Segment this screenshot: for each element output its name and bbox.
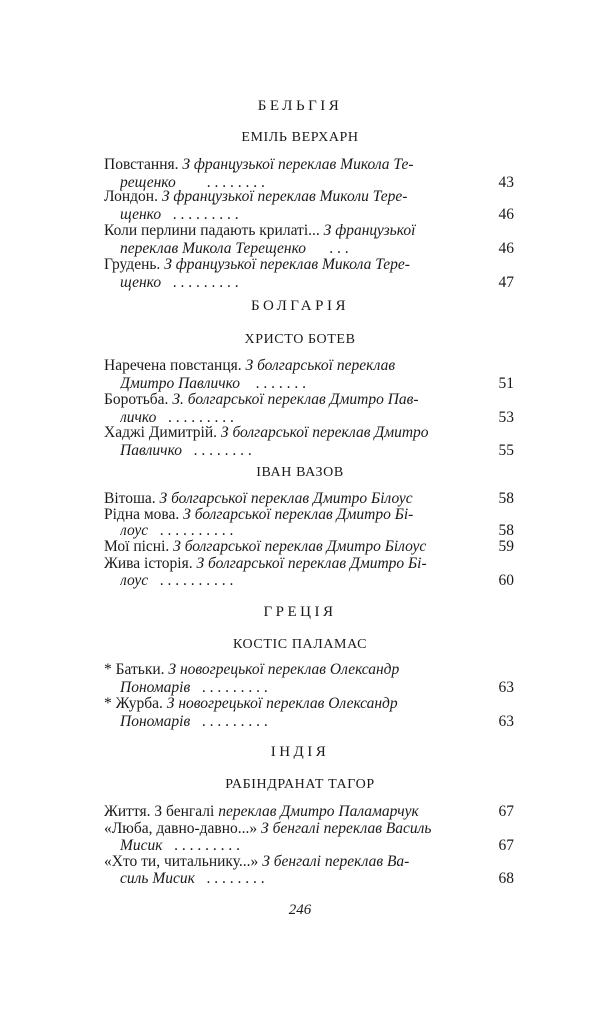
entry-title: Мої пісні.	[104, 538, 170, 555]
entry-line	[104, 803, 467, 821]
entry-line	[104, 188, 467, 206]
author-heading-vazov: ІВАН ВАЗОВ	[256, 465, 344, 480]
page-number: 63	[498, 679, 514, 696]
entry-translator-cont: Павличко	[120, 442, 182, 459]
author-heading-palamas: КОСТІС ПАЛАМАС	[232, 637, 368, 652]
entry-title: «Люба, давно-давно...»	[104, 820, 258, 837]
leader-dots: . . . . . . . .	[193, 442, 252, 459]
leader-dots: . . . . . . . . . .	[159, 572, 234, 589]
entry-translator-cont: Пономарів	[120, 679, 191, 696]
entry-line	[120, 274, 467, 292]
leader-dots: . . . . . . . . . .	[159, 522, 234, 539]
page-number: 51	[498, 375, 514, 392]
entry-translator: З французької	[319, 222, 416, 239]
entry-translator-cont: Дмитро Павличко	[120, 375, 241, 392]
entry-translator-cont: щенко	[120, 206, 162, 223]
entry-translator: З болгарської переклав Дмитро Бі-	[192, 555, 427, 572]
entry-line	[120, 870, 467, 888]
entry-line	[104, 538, 467, 556]
entry-translator: З болгарської переклав	[241, 357, 396, 374]
page-number: 63	[498, 713, 514, 730]
entry-translator: З бенгалі переклав Ва-	[258, 853, 410, 870]
author-heading-botev: ХРИСТО БОТЕВ	[244, 332, 356, 347]
entry-line	[120, 572, 467, 590]
entry-line	[120, 713, 467, 731]
page-number: 53	[498, 409, 514, 426]
entry-translator: З новогрецької переклав Олександр	[164, 661, 400, 678]
entry-translator-cont: переклав Микола Терещенко	[120, 240, 307, 257]
leader-dots: . . . . . . .	[255, 375, 306, 392]
entry-title: * Журба.	[104, 695, 163, 712]
entry-translator: переклав Дмитро Паламарчук	[214, 803, 419, 820]
entry-translator-cont: щенко	[120, 274, 162, 291]
entry-translator-cont: силь Мисик	[120, 870, 195, 887]
entry-title: Коли перлини падають крилаті...	[104, 222, 320, 239]
entry-translator: З болгарської переклав Дмитро Бі-	[179, 506, 414, 523]
page-number: 58	[498, 522, 514, 539]
entry-title: Лондон.	[104, 188, 158, 205]
page-number: 67	[498, 837, 514, 854]
author-heading-tagore: РАБІНДРАНАТ ТАГОР	[225, 777, 375, 792]
entry-title: Повстання.	[104, 156, 179, 173]
page-number: 47	[498, 274, 514, 291]
entry-line	[104, 391, 467, 409]
entry-title: Жива історія.	[104, 555, 193, 572]
entry-title: Хаджі Димитрій.	[104, 424, 218, 441]
entry-translator: З болгарської переклав Дмитро Білоус	[169, 538, 427, 555]
entry-title: Грудень.	[104, 256, 161, 273]
entry-line	[104, 661, 467, 679]
country-heading-greece: ГРЕЦІЯ	[263, 604, 337, 620]
entry-translator-cont: Пономарів	[120, 713, 191, 730]
entry-line	[104, 555, 467, 573]
page-number: 46	[498, 206, 514, 223]
entry-line	[104, 853, 467, 871]
entry-line	[104, 424, 467, 442]
leader-dots: . . . . . . . . .	[172, 274, 239, 291]
entry-title: * Батьки.	[104, 661, 165, 678]
leader-dots: . . .	[329, 240, 349, 257]
entry-translator: З французької переклав Микола Тере-	[160, 256, 410, 273]
page-number: 55	[498, 442, 514, 459]
leader-dots: . . . . . . . . .	[167, 409, 234, 426]
entry-title: «Хто ти, читальнику...»	[104, 853, 259, 870]
entry-line	[104, 222, 467, 240]
page-number: 43	[498, 174, 514, 191]
entry-title: Вітоша.	[104, 490, 156, 507]
entry-translator-cont: рещенко	[120, 174, 176, 191]
entry-translator-cont: личко	[120, 409, 157, 426]
leader-dots: . . . . . . . . .	[201, 679, 268, 696]
entry-line	[104, 820, 467, 838]
leader-dots: . . . . . . . .	[206, 174, 265, 191]
entry-translator: З. болгарської переклав Дмитро Пав-	[168, 391, 419, 408]
entry-line	[104, 156, 467, 174]
author-heading-verhaeren: ЕМІЛЬ ВЕРХАРН	[241, 130, 359, 145]
entry-translator: З французької переклав Микола Те-	[178, 156, 414, 173]
entry-translator: З бенгалі переклав Василь	[257, 820, 432, 837]
entry-title: Наречена повстанця.	[104, 357, 242, 374]
page-number: 60	[498, 572, 514, 589]
entry-title: Боротьба.	[104, 391, 169, 408]
country-heading-belgium: БЕЛЬГІЯ	[257, 98, 343, 114]
country-heading-india: ІНДІЯ	[270, 744, 330, 760]
page-number: 68	[498, 870, 514, 887]
entry-translator: З новогрецької переклав Олександр	[162, 695, 398, 712]
entry-translator-cont: лоус	[120, 522, 149, 539]
page-footer-number: 246	[288, 902, 312, 918]
page-number: 58	[498, 490, 514, 507]
entry-translator: З болгарської переклав Дмитро	[217, 424, 429, 441]
entry-translator: З французької переклав Миколи Тере-	[157, 188, 408, 205]
entry-translator-cont: лоус	[120, 572, 149, 589]
country-heading-bulgaria: БОЛГАРІЯ	[251, 298, 349, 314]
entry-line	[104, 256, 467, 274]
entry-line	[104, 357, 467, 375]
entry-title: Рідна мова.	[104, 506, 180, 523]
leader-dots: . . . . . . . . .	[172, 206, 239, 223]
entry-line	[104, 695, 467, 713]
entry-translator: З болгарської переклав Дмитро Білоус	[155, 490, 413, 507]
leader-dots: . . . . . . . . .	[201, 713, 268, 730]
leader-dots: . . . . . . . . .	[174, 837, 241, 854]
entry-translator-cont: Мисик	[120, 837, 163, 854]
entry-line	[120, 442, 467, 460]
page-number: 46	[498, 240, 514, 257]
entry-title: Життя. З бенгалі	[104, 803, 215, 820]
leader-dots: . . . . . . . .	[206, 870, 265, 887]
page-number: 67	[498, 803, 514, 820]
page-number: 59	[498, 538, 514, 555]
